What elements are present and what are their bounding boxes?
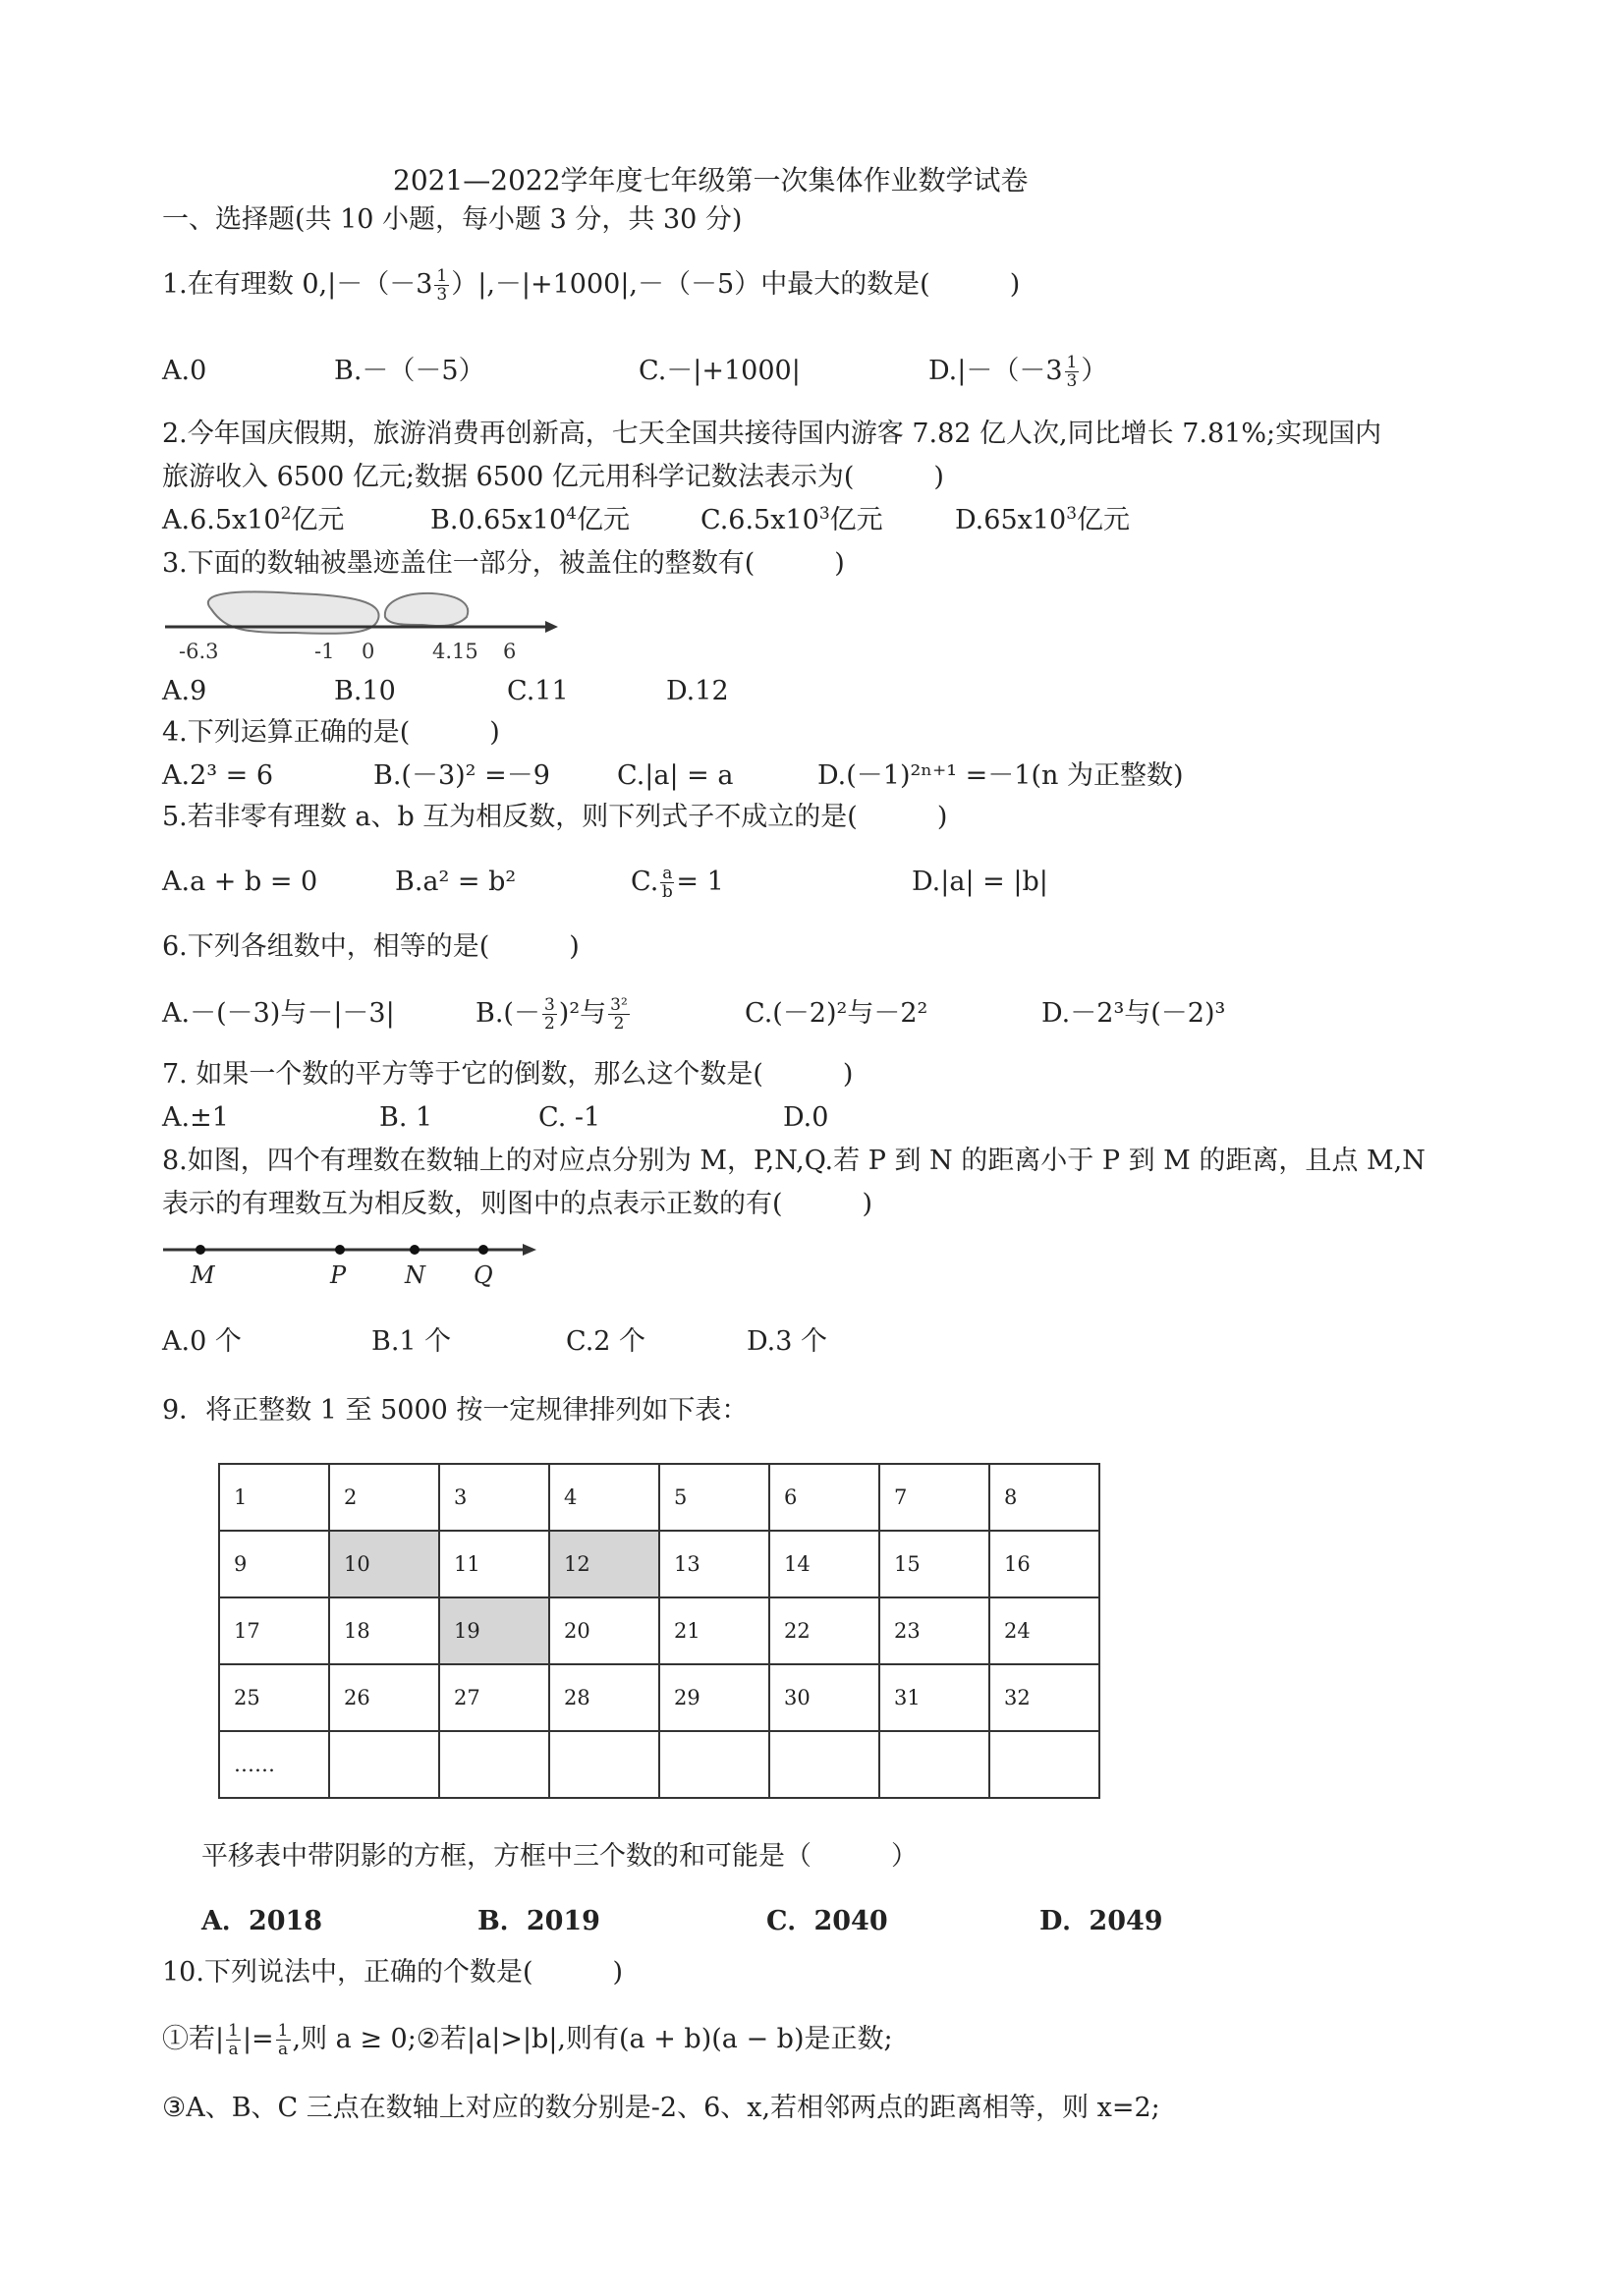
q1-option-d-part-b: ）: [1081, 356, 1108, 386]
q3-option-c: C.11: [507, 676, 569, 706]
point-p-dot: [335, 1245, 345, 1255]
q6-b-num: 3: [543, 995, 555, 1015]
table-cell: 20: [549, 1597, 659, 1664]
table-cell: 22: [769, 1597, 879, 1664]
q4-option-d: D.(－1)²ⁿ⁺¹ =－1(n 为正整数): [817, 760, 1184, 791]
q5-c-suffix: = 1: [676, 867, 724, 897]
question-5-stem: 5.若非零有理数 a、b 互为相反数，则下列式子不成立的是( ): [162, 802, 948, 832]
q5-option-a: A.a + b = 0: [162, 867, 318, 897]
q2-option-b: [430, 503, 630, 538]
q6-b-middle: )²与: [558, 998, 607, 1029]
axis-label-neg6-3: -6.3: [179, 640, 219, 663]
q2-a-unit: 亿元: [291, 505, 345, 535]
q10-s1-num: 1: [228, 2021, 239, 2041]
q1-frac-num: 1: [436, 266, 448, 286]
question-4-stem: 4.下列运算正确的是( ): [162, 717, 500, 748]
q5-option-b: B.a² = b²: [395, 867, 517, 897]
q4-option-c: C.|a| = a: [617, 760, 734, 791]
question-9-follow-up: 平移表中带阴影的方框，方框中三个数的和可能是（ ）: [201, 1841, 918, 1872]
table-cell: 9: [219, 1531, 329, 1597]
axis-label-4-15: 4.15: [432, 640, 478, 663]
q2-d-unit: 亿元: [1077, 505, 1131, 535]
q8-option-d: D.3 个: [747, 1326, 828, 1357]
table-cell: 27: [439, 1664, 549, 1731]
table-row: [219, 1597, 1099, 1664]
table-cell: 6: [769, 1464, 879, 1531]
axis-label-0: 0: [362, 640, 375, 663]
table-cell: [879, 1731, 989, 1798]
number-grid-table: [218, 1463, 1100, 1799]
q9-option-a: A．2018: [201, 1906, 323, 1936]
point-m-dot: [196, 1245, 205, 1255]
table-cell: 14: [769, 1531, 879, 1597]
q2-option-a: [162, 503, 344, 538]
q2-b-unit: 亿元: [576, 505, 630, 535]
q6-option-d: D.－2³与(－2)³: [1041, 998, 1226, 1029]
q5-c-prefix: C.: [631, 867, 659, 897]
table-cell: 30: [769, 1664, 879, 1731]
q2-option-d: [955, 503, 1130, 538]
table-cell: 26: [329, 1664, 439, 1731]
point-m-label: M: [191, 1261, 215, 1289]
axis-label-6: 6: [503, 640, 517, 663]
q5-option-d: D.|a| = |b|: [912, 867, 1048, 897]
q6-b-den: 2: [543, 1014, 555, 1034]
q6-option-c: C.(－2)²与－2²: [745, 998, 928, 1029]
question-9-stem: 9．将正整数 1 至 5000 按一定规律排列如下表：: [162, 1395, 749, 1426]
question-6-stem: 6.下列各组数中，相等的是( ): [162, 931, 580, 962]
table-cell: 17: [219, 1597, 329, 1664]
q1-frac-den: 3: [436, 285, 448, 305]
section-heading: 一、选择题(共 10 小题，每小题 3 分，共 30 分): [162, 204, 743, 235]
q5-option-c: [631, 865, 724, 901]
table-row: [219, 1731, 1099, 1798]
table-cell: 25: [219, 1664, 329, 1731]
q8-option-a: A.0 个: [162, 1326, 242, 1357]
table-cell: 31: [879, 1664, 989, 1731]
q1-stem-part-b: ）|,－|+1000|,－（－5）中最大的数是( ): [451, 269, 1021, 300]
table-cell: [329, 1731, 439, 1798]
question-10-stem: 10.下列说法中，正确的个数是( ): [162, 1957, 624, 1988]
q6-b-prefix: B.(－: [476, 998, 540, 1029]
q4-option-a: A.2³ = 6: [162, 760, 274, 791]
q6-b-fraction-2: [608, 996, 630, 1033]
table-cell: 29: [659, 1664, 769, 1731]
q10-s1-num2: 1: [277, 2021, 289, 2041]
axis-label-neg1: -1: [314, 640, 335, 663]
q2-b-base: B.0.65x10: [430, 505, 567, 535]
table-cell: 13: [659, 1531, 769, 1597]
q2-option-c: [700, 503, 883, 538]
q2-a-base: A.6.5x10: [162, 505, 281, 535]
table-cell: 16: [989, 1531, 1099, 1597]
table-row: [219, 1664, 1099, 1731]
table-cell: [549, 1731, 659, 1798]
q7-option-b: B. 1: [379, 1102, 433, 1133]
table-cell: [989, 1731, 1099, 1798]
question-1-stem: [162, 267, 1020, 304]
question-3-stem: 3.下面的数轴被墨迹盖住一部分，被盖住的整数有( ): [162, 548, 845, 579]
q1-d-frac-num: 1: [1066, 353, 1078, 372]
q2-d-base: D.65x10: [955, 505, 1067, 535]
q10-s1-den: a: [228, 2040, 239, 2059]
q1-fraction: [434, 267, 449, 304]
arrow-head-icon: [545, 621, 558, 633]
table-cell: 11: [439, 1531, 549, 1597]
q2-d-exp: 3: [1066, 504, 1078, 524]
q7-option-d: D.0: [783, 1102, 829, 1133]
table-cell: 5: [659, 1464, 769, 1531]
q3-option-b: B.10: [334, 676, 396, 706]
q1-d-frac-den: 3: [1066, 371, 1078, 391]
table-cell: 7: [879, 1464, 989, 1531]
q3-option-d: D.12: [666, 676, 729, 706]
page-title: 2021—2022学年度七年级第一次集体作业数学试卷: [393, 164, 1029, 196]
q9-option-c: C．2040: [766, 1906, 888, 1936]
question-7-stem: 7. 如果一个数的平方等于它的倒数，那么这个数是( ): [162, 1059, 854, 1090]
table-cell: 3: [439, 1464, 549, 1531]
table-cell: 1: [219, 1464, 329, 1531]
table-cell: 12: [549, 1531, 659, 1597]
q1-option-c: C.－|+1000|: [639, 356, 801, 386]
question-2-line-1: 2.今年国庆假期，旅游消费再创新高，七天全国共接待国内游客 7.82 亿人次,同比增长 7.81%;实现国内: [162, 419, 1382, 449]
ink-blot-right: [385, 593, 468, 626]
q5-c-fraction: [660, 865, 674, 901]
table-cell: 4: [549, 1464, 659, 1531]
table-cell: 8: [989, 1464, 1099, 1531]
q1-option-a: A.0: [162, 356, 207, 386]
table-cell: 21: [659, 1597, 769, 1664]
q10-s1-middle: |=: [242, 2024, 274, 2054]
q10-s1-prefix: ①若|: [162, 2024, 225, 2054]
q5-c-num: a: [662, 864, 673, 883]
table-row: [219, 1464, 1099, 1531]
q1-option-d-fraction: [1065, 354, 1080, 390]
table-cell: [659, 1731, 769, 1798]
q10-s1-suffix: ,则 a ≥ 0;②若|a|>|b|,则有(a + b)(a − b)是正数;: [292, 2024, 893, 2054]
question-8-line-1: 8.如图，四个有理数在数轴上的对应点分别为 M，P,N,Q.若 P 到 N 的距离小于 P 到 M 的距离，且点 M,N: [162, 1146, 1426, 1176]
q3-number-line-figure: [157, 588, 570, 666]
point-q-label: Q: [474, 1261, 493, 1289]
table-cell: 10: [329, 1531, 439, 1597]
table-cell: 15: [879, 1531, 989, 1597]
q2-a-exp: 2: [280, 504, 292, 524]
point-p-label: P: [330, 1261, 347, 1289]
q7-option-c: C. -1: [538, 1102, 601, 1133]
q1-stem-part-a: 1.在有理数 0,|－（－3: [162, 269, 433, 300]
q8-number-line-figure: [157, 1234, 540, 1295]
table-cell: 23: [879, 1597, 989, 1664]
q6-b-den2: 2: [613, 1014, 625, 1034]
q1-option-d: [928, 354, 1107, 390]
q4-option-b: B.(－3)² =－9: [373, 760, 550, 791]
table-cell: 18: [329, 1597, 439, 1664]
q1-option-d-part-a: D.|－（－3: [928, 356, 1063, 386]
point-n-dot: [410, 1245, 420, 1255]
q10-s1-den2: a: [278, 2040, 289, 2059]
q2-c-base: C.6.5x10: [700, 505, 819, 535]
question-2-line-2: 旅游收入 6500 亿元;数据 6500 亿元用科学记数法表示为( ): [162, 462, 944, 492]
q2-b-exp: 4: [566, 504, 577, 524]
table-cell: 32: [989, 1664, 1099, 1731]
q9-option-d: D．2049: [1039, 1906, 1163, 1936]
q8-arrow-head-icon: [523, 1244, 536, 1256]
q3-option-a: A.9: [162, 676, 207, 706]
table-cell: 19: [439, 1597, 549, 1664]
q10-s1-fraction-2: [276, 2022, 291, 2058]
question-8-line-2: 表示的有理数互为相反数，则图中的点表示正数的有( ): [162, 1189, 873, 1219]
q7-option-a: A.±1: [162, 1102, 229, 1133]
q10-statement-3: ③A、B、C 三点在数轴上对应的数分别是-2、6、x,若相邻两点的距离相等，则 x=2;: [162, 2093, 1160, 2123]
q6-b-fraction-1: [542, 996, 557, 1033]
q9-option-b: B．2019: [477, 1906, 600, 1936]
table-cell: 24: [989, 1597, 1099, 1664]
q10-statement-1-2: [162, 2022, 893, 2058]
q8-option-c: C.2 个: [566, 1326, 646, 1357]
table-cell: [769, 1731, 879, 1798]
q5-c-den: b: [661, 882, 673, 902]
point-q-dot: [478, 1245, 488, 1255]
q8-option-b: B.1 个: [371, 1326, 452, 1357]
q6-b-num2: 3²: [610, 995, 628, 1015]
table-row: [219, 1531, 1099, 1597]
q2-c-exp: 3: [818, 504, 830, 524]
table-cell: ……: [219, 1731, 329, 1798]
point-n-label: N: [405, 1261, 425, 1289]
table-cell: [439, 1731, 549, 1798]
q6-option-b: [476, 996, 632, 1033]
table-cell: 28: [549, 1664, 659, 1731]
table-cell: 2: [329, 1464, 439, 1531]
q6-option-a: A.－(－3)与－|－3|: [162, 998, 395, 1029]
q10-s1-fraction-1: [226, 2022, 241, 2058]
q2-c-unit: 亿元: [829, 505, 883, 535]
q1-option-b: B.－（－5）: [334, 356, 485, 386]
